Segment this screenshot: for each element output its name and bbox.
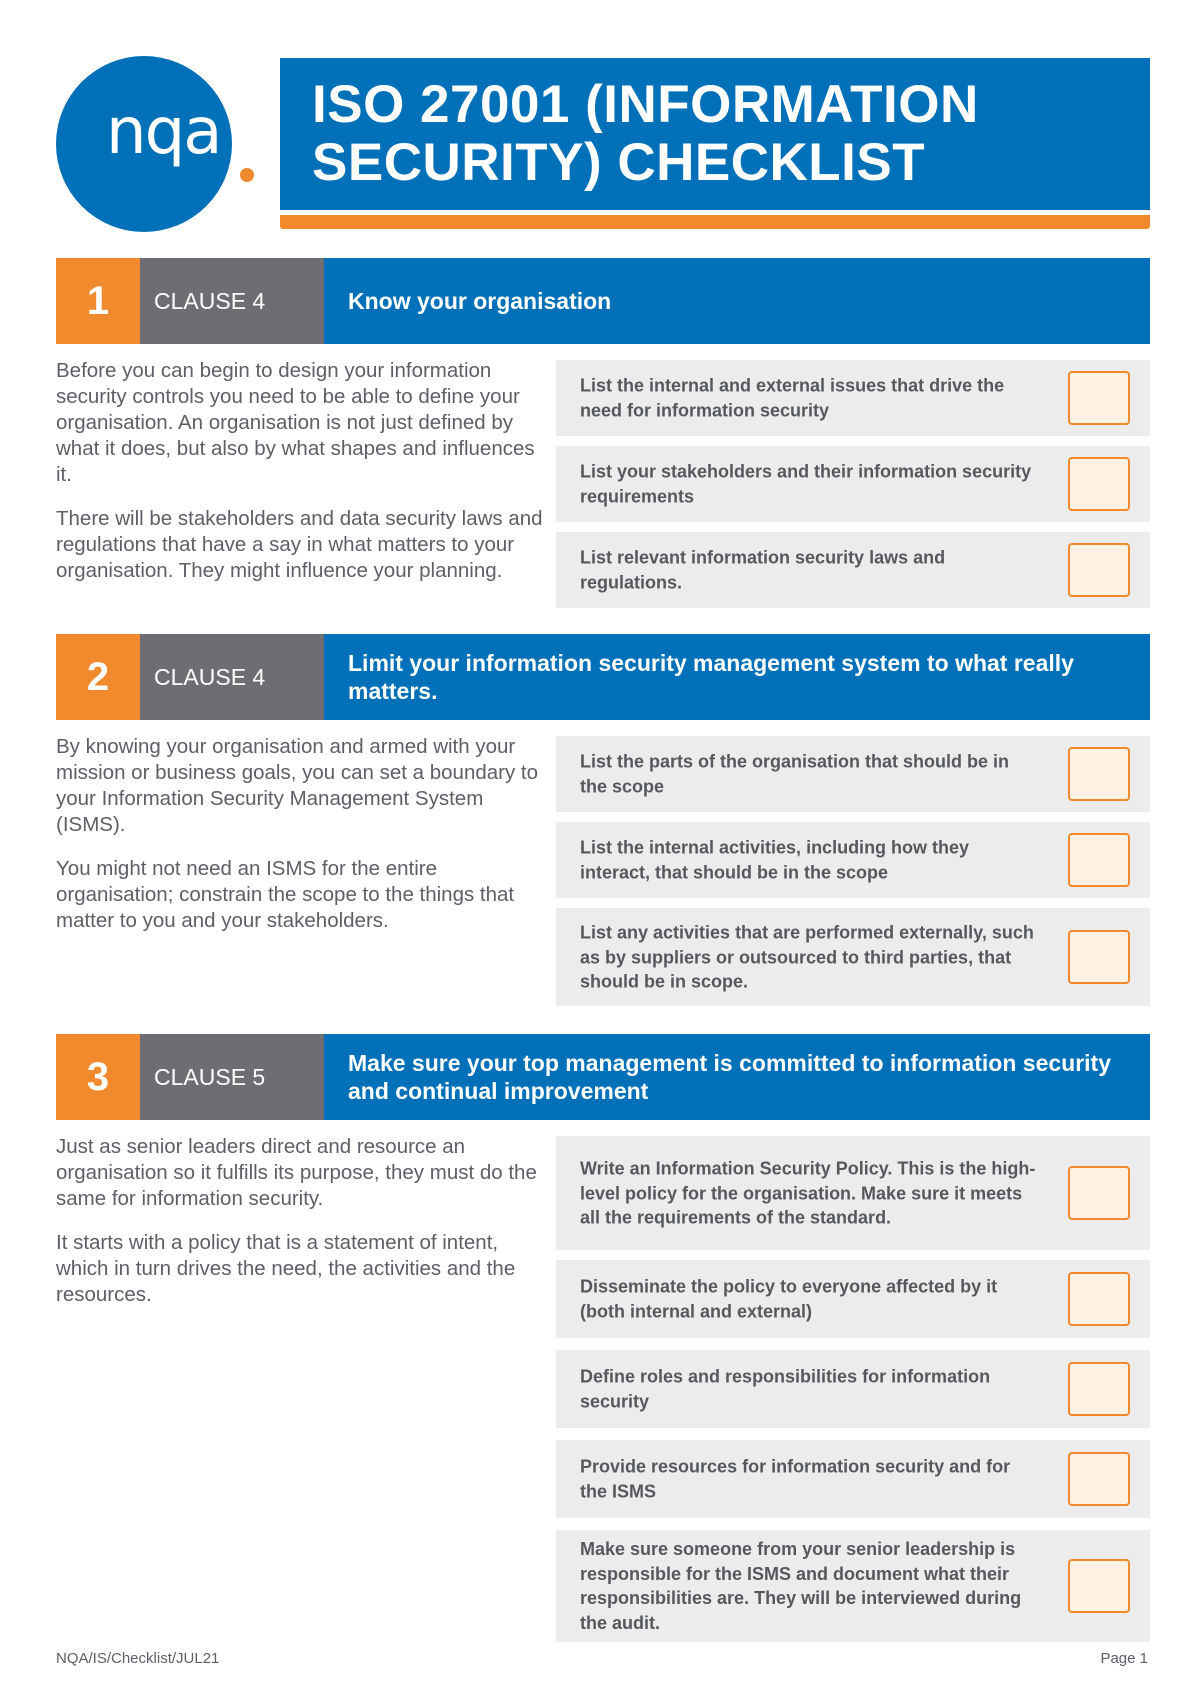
checkbox[interactable] (1068, 747, 1130, 801)
title-banner (280, 58, 1150, 210)
checklist-item-text: Write an Information Security Policy. This is the high-level policy for the organisation. Make sure it meets all the requirements of the standard. (580, 1158, 1036, 1228)
body-paragraph: You might not need an ISMS for the entire organisation; constrain the scope to the things that matter to you and your stakeholders. (56, 857, 515, 932)
section-number: 2 (56, 634, 140, 720)
checkbox[interactable] (1068, 833, 1130, 887)
section-2-header (56, 634, 1150, 720)
section-1-body (56, 358, 546, 602)
checklist-item (556, 1350, 1150, 1428)
section-1-header (56, 258, 1150, 344)
checkbox[interactable] (1068, 1559, 1130, 1613)
checkbox[interactable] (1068, 543, 1130, 597)
title-line-2: SECURITY) CHECKLIST (312, 133, 926, 192)
section-2-body (56, 734, 546, 952)
logo-text: nqa (106, 95, 221, 169)
section-3-body (56, 1134, 546, 1326)
nqa-logo (56, 56, 232, 232)
checklist-item-text: List any activities that are performed externally, such as by suppliers or outsourced to third parties, that should be in scope. (580, 922, 1034, 992)
section-number: 3 (56, 1034, 140, 1120)
checklist-item (556, 822, 1150, 898)
body-paragraph: There will be stakeholders and data security laws and regulations that have a say in what matters to your organisation. They might influence your planning. (56, 507, 543, 582)
logo-dot (240, 168, 254, 182)
checkbox[interactable] (1068, 371, 1130, 425)
section-heading: Make sure your top management is committed to information security and continual improvement (324, 1034, 1150, 1120)
section-number: 1 (56, 258, 140, 344)
checklist-item (556, 360, 1150, 436)
checklist-item-text: Make sure someone from your senior leadership is responsible for the ISMS and document what their responsibilities are. They will be interviewed during the audit. (580, 1539, 1022, 1633)
body-paragraph: Before you can begin to design your information security controls you need to be able to define your organisation. An organisation is not just defined by what it does, but also by what shapes and influences it. (56, 359, 535, 486)
checklist-item-text: List relevant information security laws and regulations. (580, 547, 946, 592)
checkbox[interactable] (1068, 457, 1130, 511)
checklist-item-text: Disseminate the policy to everyone affected by it (both internal and external) (580, 1276, 998, 1321)
document-code: NQA/IS/Checklist/JUL21 (56, 1650, 220, 1667)
title-accent-bar (280, 215, 1150, 229)
page-number: Page 1 (1100, 1650, 1148, 1667)
checklist-item (556, 736, 1150, 812)
title-line-1: ISO 27001 (INFORMATION (312, 75, 979, 134)
checklist-item-text: Define roles and responsibilities for information security (580, 1366, 991, 1411)
checkbox[interactable] (1068, 1166, 1130, 1220)
section-clause: CLAUSE 4 (140, 634, 324, 720)
page-title (312, 76, 1132, 192)
checkbox[interactable] (1068, 1362, 1130, 1416)
checkbox[interactable] (1068, 1272, 1130, 1326)
section-heading: Limit your information security management system to what really matters. (324, 634, 1150, 720)
checklist-item (556, 1530, 1150, 1642)
checklist-item (556, 908, 1150, 1006)
section-clause: CLAUSE 4 (140, 258, 324, 344)
checklist-item-text: List the internal and external issues that drive the need for information security (580, 375, 1005, 420)
checklist-item (556, 532, 1150, 608)
checklist-item-text: Provide resources for information security and for the ISMS (580, 1456, 1011, 1501)
checklist-item-text: List the internal activities, including how they interact, that should be in the scope (580, 837, 970, 882)
checklist-item-text: List the parts of the organisation that should be in the scope (580, 751, 1010, 796)
checklist-item (556, 1440, 1150, 1518)
body-paragraph: It starts with a policy that is a statement of intent, which in turn drives the need, the activities and the resources. (56, 1231, 516, 1306)
section-heading: Know your organisation (324, 258, 1150, 344)
checklist-item (556, 1260, 1150, 1338)
checklist-item (556, 446, 1150, 522)
checkbox[interactable] (1068, 1452, 1130, 1506)
section-3-header (56, 1034, 1150, 1120)
section-clause: CLAUSE 5 (140, 1034, 324, 1120)
body-paragraph: By knowing your organisation and armed with your mission or business goals, you can set a boundary to your Information Security Management System (ISMS). (56, 735, 539, 836)
body-paragraph: Just as senior leaders direct and resource an organisation so it fulfills its purpose, they must do the same for information security. (56, 1135, 537, 1210)
checklist-item (556, 1136, 1150, 1250)
checklist-item-text: List your stakeholders and their information security requirements (580, 461, 1032, 506)
checkbox[interactable] (1068, 930, 1130, 984)
